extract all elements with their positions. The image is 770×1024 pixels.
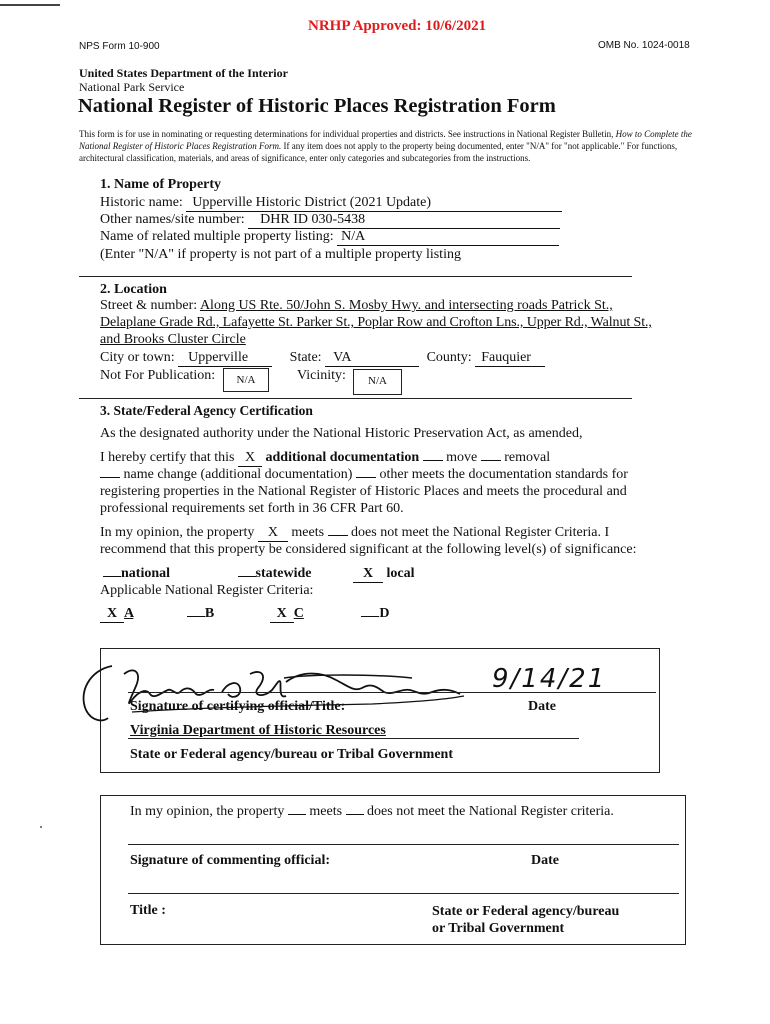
section-3-heading: 3. State/Federal Agency Certification: [100, 403, 313, 418]
service: National Park Service: [79, 80, 185, 94]
intro-part-1: This form is for use in nominating or requesting determinations for individual properties and districts. See instructions in National Register Bulletin,: [79, 129, 616, 139]
not-for-publication-label: Not For Publication:: [100, 368, 216, 383]
related-listing-note: (Enter "N/A" if property is not part of a multiple property listing: [100, 247, 461, 262]
move-mark: [423, 460, 443, 461]
opinion-row: [100, 525, 609, 542]
scan-speck: [40, 826, 42, 828]
additional-documentation-mark: X: [238, 450, 262, 467]
commenting-does-not-meet-mark: [346, 814, 364, 815]
meets-label: meets: [291, 525, 325, 540]
criteria-c-mark: X: [270, 606, 294, 623]
commenting-title-label: Title :: [130, 903, 166, 918]
criteria-a-label: A: [124, 606, 134, 621]
department: United States Department of the Interior: [79, 66, 288, 80]
name-change-label: name change (additional documentation): [123, 467, 353, 482]
signature-date-handwritten: 9/14/21: [492, 664, 607, 694]
related-listing-value: N/A: [337, 229, 559, 246]
name-change-mark: [100, 477, 120, 478]
county-label: County:: [426, 350, 472, 365]
statewide-mark: [238, 576, 256, 577]
removal-label: removal: [504, 450, 551, 465]
divider-2: [79, 398, 632, 399]
street-line-1: Along US Rte. 50/John S. Mosby Hwy. and intersecting roads Patrick St.,: [199, 298, 613, 313]
certifying-signature-label: Signature of certifying official/Title:: [130, 699, 346, 714]
criteria-c-label: C: [293, 606, 304, 621]
other-label: other meets the documentation standards for: [379, 467, 628, 482]
certifying-date-label: Date: [528, 699, 556, 714]
street-line-3: and Brooks Cluster Circle: [100, 332, 246, 347]
authority-text: As the designated authority under the National Historic Preservation Act, as amended,: [100, 426, 583, 441]
removal-mark: [481, 460, 501, 461]
county-value: Fauquier: [475, 350, 545, 367]
commenting-opinion-text: In my opinion, the property: [130, 804, 285, 819]
state-label: State:: [289, 350, 322, 365]
commenting-meets-label: meets: [309, 804, 343, 819]
intro-text: [79, 128, 694, 164]
city-label: City or town:: [100, 350, 175, 365]
name-change-row: [100, 467, 628, 483]
statewide-label: statewide: [255, 566, 312, 581]
approval-stamp: NRHP Approved: 10/6/2021: [308, 18, 487, 34]
signature-line: [128, 692, 656, 693]
form-number: NPS Form 10-900: [79, 41, 160, 52]
section-2-heading: 2. Location: [100, 282, 167, 297]
local-mark: X: [353, 566, 383, 583]
does-not-meet-label: does not meet the National Register Criteria. I: [351, 525, 610, 540]
other-names-label: Other names/site number:: [100, 212, 245, 227]
street-label: Street & number:: [100, 298, 198, 313]
move-label: move: [446, 450, 478, 465]
criteria-d-label: D: [379, 606, 390, 621]
divider-1: [79, 276, 632, 277]
criteria-b-mark: [187, 616, 205, 617]
commenting-date-label: Date: [531, 853, 559, 868]
intro-italic: How to Complete the National Register of Historic Places Registration Form.: [79, 129, 692, 151]
other-names-value: DHR ID 030-5438: [248, 212, 560, 229]
vicinity-box: N/A: [353, 369, 402, 395]
historic-name-row: [100, 195, 562, 212]
certifying-agency-label: State or Federal agency/bureau or Tribal Government: [130, 747, 454, 762]
certifying-agency-value: Virginia Department of Historic Resources: [130, 723, 386, 738]
street-line-2: Delaplane Grade Rd., Lafayette St. Parker St., Poplar Row and Crofton Lns., Upper Rd., Walnut St.,: [100, 315, 652, 330]
scan-artifact: [0, 4, 60, 6]
levels-row: [103, 566, 415, 583]
opinion-text: In my opinion, the property: [100, 525, 255, 540]
street-row: [100, 298, 613, 314]
criteria-a-mark: X: [100, 606, 124, 623]
historic-name-value: Upperville Historic District (2021 Update): [186, 195, 562, 212]
commenting-does-not-meet-label: does not meet the National Register criteria.: [367, 804, 614, 819]
meets-mark: X: [258, 525, 288, 542]
vicinity-label: Vicinity:: [297, 368, 346, 383]
recommend-text: recommend that this property be considered significant at the following level(s) of significance:: [100, 542, 637, 557]
certify-row: [100, 450, 550, 467]
related-listing-row: [100, 229, 559, 246]
historic-name-label: Historic name:: [100, 195, 183, 210]
professional-text: professional requirements set forth in 36 CFR Part 60.: [100, 501, 404, 516]
commenting-line-1: [128, 844, 679, 845]
commenting-meets-mark: [288, 814, 306, 815]
agency-line: [128, 738, 579, 739]
commenting-signature-label: Signature of commenting official:: [130, 853, 330, 868]
commenting-agency-label-2: or Tribal Government: [432, 921, 565, 936]
commenting-opinion-row: [130, 804, 614, 820]
intro-part-2: If any item does not apply to the property being documented, enter "N/A" for "not applicable." For functions, architectural classification, materials, and areas of significance, enter only categories and subcategories from the instructions.: [79, 141, 678, 163]
city-row: [100, 350, 545, 367]
does-not-meet-mark: [328, 535, 348, 536]
national-mark: [103, 576, 121, 577]
commenting-line-2: [128, 893, 679, 894]
state-value: VA: [325, 350, 419, 367]
other-names-row: [100, 212, 560, 229]
not-for-publication-box: N/A: [223, 368, 269, 392]
criteria-b-label: B: [204, 606, 215, 621]
page-title: National Register of Historic Places Registration Form: [78, 95, 556, 117]
omb-number: OMB No. 1024-0018: [598, 40, 690, 51]
registering-text: registering properties in the National Register of Historic Places and meets the procedural and: [100, 484, 627, 499]
local-label: local: [386, 566, 415, 581]
commenting-agency-label-1: State or Federal agency/bureau: [432, 904, 620, 919]
related-listing-label: Name of related multiple property listing:: [100, 229, 334, 244]
certify-text: I hereby certify that this: [100, 450, 235, 465]
additional-documentation-label: additional documentation: [265, 450, 420, 465]
criteria-d-mark: [361, 616, 379, 617]
other-mark: [356, 477, 376, 478]
criteria-row: [100, 606, 389, 623]
criteria-label: Applicable National Register Criteria:: [100, 583, 314, 598]
section-1-heading: 1. Name of Property: [100, 177, 222, 192]
city-value: Upperville: [178, 350, 272, 367]
national-label: national: [121, 566, 171, 581]
